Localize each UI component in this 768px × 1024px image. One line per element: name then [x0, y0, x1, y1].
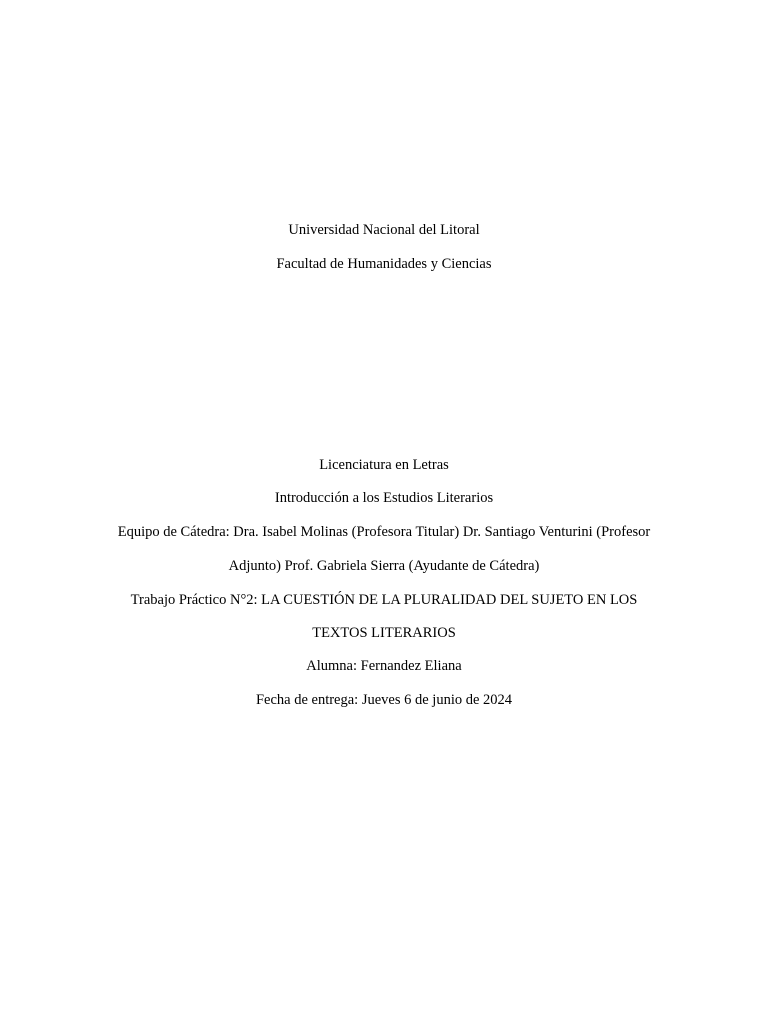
- assignment-title-line-2: TEXTOS LITERARIOS: [312, 625, 456, 641]
- university-name: Universidad Nacional del Litoral: [288, 222, 480, 238]
- course-name: Introducción a los Estudios Literarios: [274, 490, 494, 506]
- student-name: Alumna: Fernandez Eliana: [306, 658, 462, 674]
- degree-name: Licenciatura en Letras: [319, 457, 449, 473]
- faculty-team-line-2: Adjunto) Prof. Gabriela Sierra (Ayudante de Cátedra): [228, 558, 540, 574]
- faculty-name: Facultad de Humanidades y Ciencias: [276, 256, 492, 272]
- faculty-team-line-1: Equipo de Cátedra: Dra. Isabel Molinas (Profesora Titular) Dr. Santiago Venturini (Profesor: [117, 524, 651, 540]
- assignment-title-line-1: Trabajo Práctico N°2: LA CUESTIÓN DE LA PLURALIDAD DEL SUJETO EN LOS: [130, 592, 638, 608]
- due-date: Fecha de entrega: Jueves 6 de junio de 2024: [255, 692, 513, 708]
